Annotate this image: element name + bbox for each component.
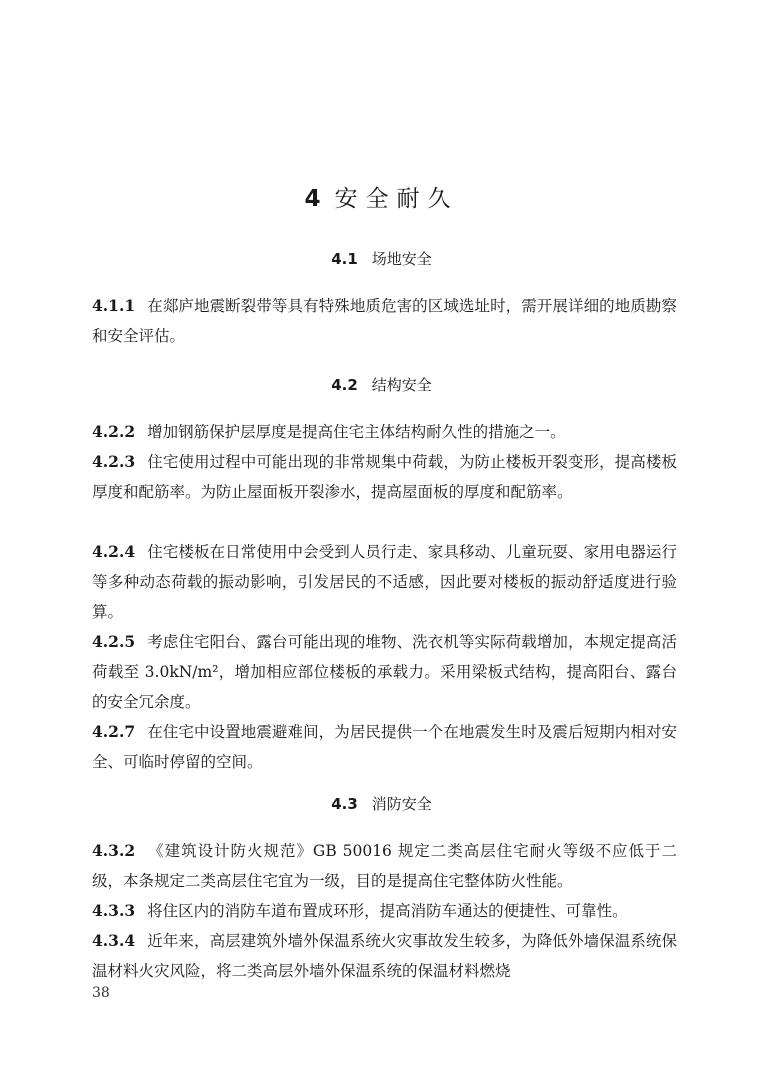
- clause-number: 4.2.4: [92, 542, 136, 561]
- clause-paragraph: [92, 717, 677, 777]
- clause-paragraph: [92, 896, 677, 926]
- chapter-heading: [0, 180, 763, 213]
- clause-paragraph: [92, 627, 677, 717]
- clause-number: 4.2.3: [92, 452, 136, 471]
- clause-text: 近年来，高层建筑外墙外保温系统火灾事故发生较多，为降低外墙保温系统保温材料火灾风险，将二类高层外墙外保温系统的保温材料燃烧: [92, 932, 677, 980]
- clause-text: 考虑住宅阳台、露台可能出现的堆物、洗衣机等实际荷载增加，本规定提高活荷载至 3.0kN/m²，增加相应部位楼板的承载力。采用梁板式结构，提高阳台、露台的安全冗余度。: [92, 633, 677, 711]
- clause-paragraph: [92, 926, 677, 986]
- clause-number: 4.2.7: [92, 722, 136, 741]
- clause-text: 住宅楼板在日常使用中会受到人员行走、家具移动、儿童玩耍、家用电器运行等多种动态荷载的振动影响，引发居民的不适感，因此要对楼板的振动舒适度进行验算。: [92, 543, 677, 621]
- section-heading: [0, 793, 763, 814]
- clause-text: 将住区内的消防车道布置成环形，提高消防车通达的便捷性、可靠性。: [147, 902, 628, 920]
- clause-number: 4.3.2: [92, 841, 136, 860]
- page-number: 38: [92, 985, 110, 1001]
- clause-text: 住宅使用过程中可能出现的非常规集中荷载，为防止楼板开裂变形，提高楼板厚度和配筋率。为防止屋面板开裂渗水，提高屋面板的厚度和配筋率。: [92, 453, 677, 501]
- section-heading: [0, 248, 763, 269]
- chapter-number: 4: [304, 186, 321, 212]
- clause-number: 4.3.3: [92, 901, 136, 920]
- section-heading: [0, 374, 763, 395]
- clause-text: 增加钢筋保护层厚度是提高住宅主体结构耐久性的措施之一。: [147, 423, 566, 441]
- section-number: 4.3: [331, 795, 358, 813]
- clause-text: 《建筑设计防火规范》GB 50016 规定二类高层住宅耐火等级不应低于二级，本条规定二类高层住宅宜为一级，目的是提高住宅整体防火性能。: [92, 842, 677, 890]
- section-number: 4.2: [331, 376, 358, 394]
- clause-paragraph: [92, 417, 677, 447]
- clause-paragraph: [92, 537, 677, 627]
- clause-number: 4.1.1: [92, 296, 136, 315]
- section-number: 4.1: [331, 250, 358, 268]
- clause-paragraph: [92, 447, 677, 507]
- clause-number: 4.2.5: [92, 632, 136, 651]
- clause-paragraph: [92, 291, 677, 351]
- chapter-title: 安全耐久: [334, 186, 459, 212]
- clause-paragraph: [92, 836, 677, 896]
- section-title: 结构安全: [371, 376, 432, 394]
- clause-text: 在住宅中设置地震避难间，为居民提供一个在地震发生时及震后短期内相对安全、可临时停留的空间。: [92, 723, 677, 771]
- clause-number: 4.2.2: [92, 422, 136, 441]
- section-title: 消防安全: [371, 795, 432, 813]
- clause-number: 4.3.4: [92, 931, 136, 950]
- clause-text: 在郯庐地震断裂带等具有特殊地质危害的区域选址时，需开展详细的地质勘察和安全评估。: [92, 297, 677, 345]
- section-title: 场地安全: [371, 250, 432, 268]
